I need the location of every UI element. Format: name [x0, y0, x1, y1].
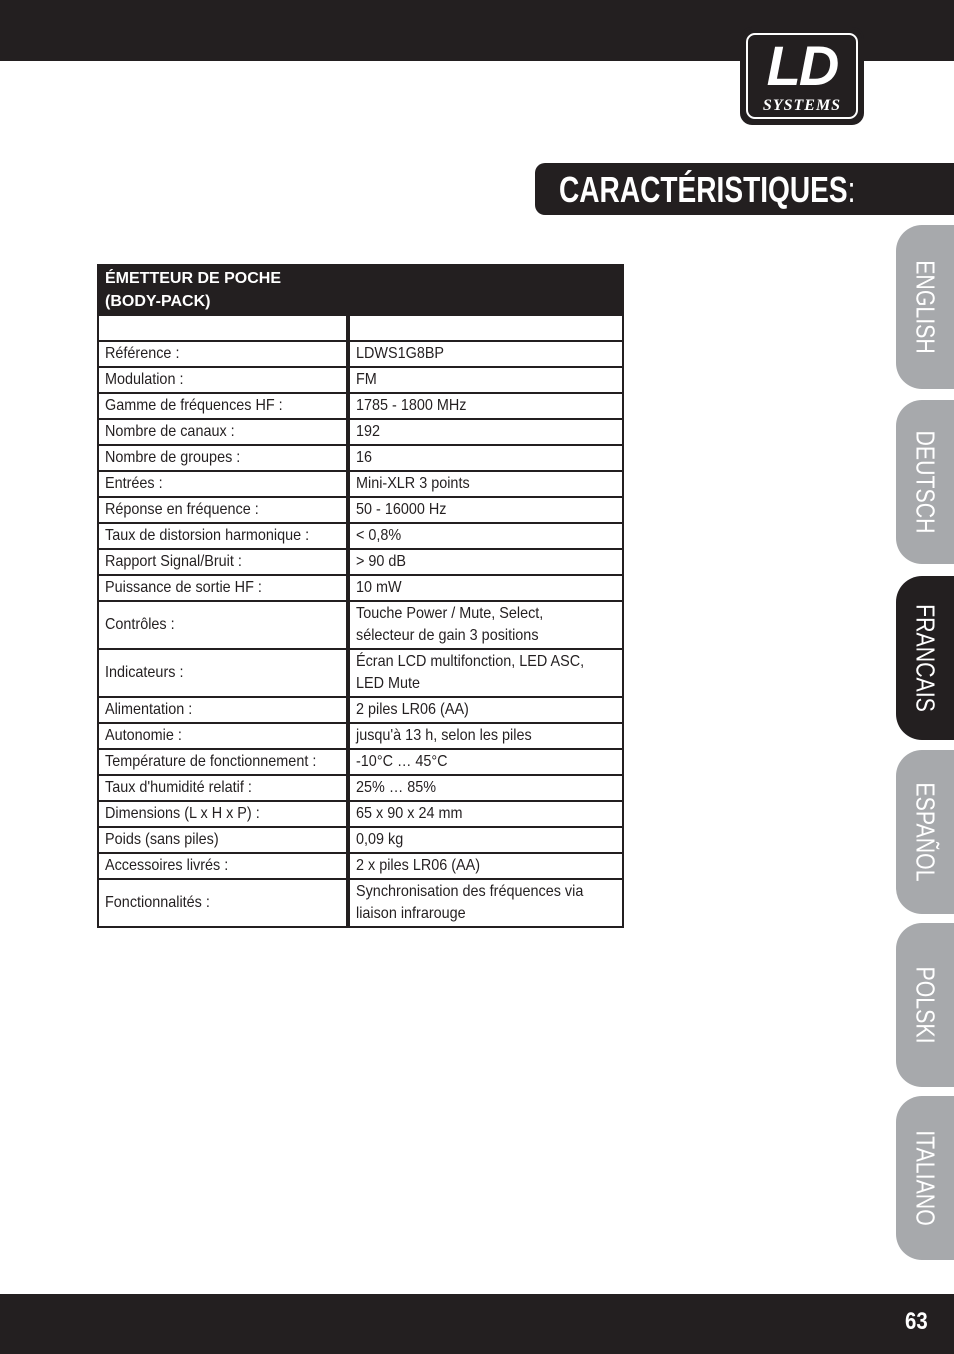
- spec-label: Contrôles :: [105, 616, 175, 633]
- spec-label-cell: [98, 497, 348, 523]
- spec-label-cell: [98, 549, 348, 575]
- ld-systems-logo: [740, 27, 864, 125]
- table-row: [98, 801, 623, 827]
- table-row: [98, 367, 623, 393]
- spec-value-cell: [348, 879, 623, 927]
- spec-label: Accessoires livrés :: [105, 857, 229, 874]
- spec-label-cell: [98, 723, 348, 749]
- tab-polski-label: POLSKI: [910, 966, 941, 1044]
- spec-label: Taux d'humidité relatif :: [105, 779, 252, 796]
- spec-value: 192: [355, 423, 380, 440]
- tab-espanol-label: ESPAÑOL: [910, 782, 941, 882]
- tab-italiano-label: ITALIANO: [910, 1130, 941, 1226]
- spec-label-cell: [98, 341, 348, 367]
- spec-value: FM: [355, 371, 377, 388]
- spec-value: 50 - 16000 Hz: [355, 501, 447, 518]
- spec-value: > 90 dB: [355, 553, 406, 570]
- spec-value-cell: [348, 445, 623, 471]
- spec-value: 16: [355, 449, 372, 466]
- spec-value: -10°C … 45°C: [355, 753, 448, 770]
- page-number: 63: [905, 1308, 928, 1335]
- table-row: [98, 853, 623, 879]
- tab-francais[interactable]: [896, 576, 954, 740]
- spec-value: Mini-XLR 3 points: [355, 475, 470, 492]
- spec-label: Entrées :: [105, 475, 163, 492]
- table-header-row: [98, 265, 623, 315]
- spec-value: Synchronisation des fréquences via liaison infrarouge: [355, 883, 584, 922]
- spec-table: [97, 264, 624, 928]
- spec-value: 10 mW: [355, 579, 402, 596]
- tab-english-label: ENGLISH: [910, 260, 941, 354]
- spec-label: Référence :: [105, 345, 180, 362]
- tab-polski[interactable]: [896, 923, 954, 1087]
- spec-value-cell: [348, 393, 623, 419]
- spec-value: 0,09 kg: [355, 831, 404, 848]
- spec-label-cell: [98, 801, 348, 827]
- spec-label-cell: [98, 697, 348, 723]
- spec-value-cell: [348, 853, 623, 879]
- spec-value-cell: [348, 723, 623, 749]
- spec-label-cell: [98, 393, 348, 419]
- logo-sub-text: SYSTEMS: [762, 97, 842, 114]
- table-row: [98, 649, 623, 697]
- spec-label: Modulation :: [105, 371, 184, 388]
- table-row: [98, 827, 623, 853]
- table-row: [98, 575, 623, 601]
- spec-label-cell: [98, 775, 348, 801]
- spec-value-cell: [348, 367, 623, 393]
- spec-label-cell: [98, 879, 348, 927]
- spec-label-cell: [98, 419, 348, 445]
- spec-label-cell: [98, 523, 348, 549]
- table-row: [98, 471, 623, 497]
- tab-deutsch[interactable]: [896, 400, 954, 564]
- spec-value: 1785 - 1800 MHz: [355, 397, 467, 414]
- table-empty-row: [98, 315, 623, 341]
- spec-label: Nombre de canaux :: [105, 423, 235, 440]
- table-row: [98, 523, 623, 549]
- spec-label-cell: [98, 853, 348, 879]
- logo-frame: [746, 33, 858, 119]
- page-title: [559, 169, 855, 211]
- table-row: [98, 601, 623, 649]
- spec-label: Indicateurs :: [105, 664, 184, 681]
- spec-label-cell: [98, 445, 348, 471]
- table-row: [98, 723, 623, 749]
- spec-value-cell: [348, 497, 623, 523]
- table-row: [98, 697, 623, 723]
- spec-label: Température de fonctionnement :: [105, 753, 317, 770]
- table-row: [98, 497, 623, 523]
- logo-main-text: LD: [766, 34, 838, 97]
- spec-label: Poids (sans piles): [105, 831, 219, 848]
- spec-label: Nombre de groupes :: [105, 449, 241, 466]
- spec-label: Autonomie :: [105, 727, 182, 744]
- table-row: [98, 549, 623, 575]
- table-header-cell: [98, 265, 623, 315]
- table-row: [98, 775, 623, 801]
- tab-deutsch-label: DEUTSCH: [910, 430, 941, 534]
- spec-value: 2 x piles LR06 (AA): [355, 857, 480, 874]
- spec-value: LDWS1G8BP: [355, 345, 444, 362]
- empty-label-cell: [98, 315, 348, 341]
- spec-value: 25% … 85%: [355, 779, 436, 796]
- spec-label: Dimensions (L x H x P) :: [105, 805, 260, 822]
- spec-value-cell: [348, 749, 623, 775]
- spec-value: < 0,8%: [355, 527, 402, 544]
- spec-value-cell: [348, 549, 623, 575]
- empty-value-cell: [348, 315, 623, 341]
- spec-label-cell: [98, 749, 348, 775]
- table-header-text: ÉMETTEUR DE POCHE (BODY-PACK): [105, 270, 282, 310]
- bottom-bar: [0, 1294, 954, 1354]
- spec-value-cell: [348, 575, 623, 601]
- title-banner: [535, 163, 954, 215]
- spec-value-cell: [348, 827, 623, 853]
- table-row: [98, 419, 623, 445]
- table-row: [98, 341, 623, 367]
- spec-value-cell: [348, 523, 623, 549]
- spec-label-cell: [98, 471, 348, 497]
- spec-value-cell: [348, 801, 623, 827]
- spec-value: Écran LCD multifonction, LED ASC, LED Mute: [355, 653, 584, 692]
- spec-label-cell: [98, 367, 348, 393]
- tab-english[interactable]: [896, 225, 954, 389]
- spec-label: Fonctionnalités :: [105, 894, 210, 911]
- spec-value: 2 piles LR06 (AA): [355, 701, 469, 718]
- spec-label: Réponse en fréquence :: [105, 501, 259, 518]
- table-row: [98, 393, 623, 419]
- spec-value-cell: [348, 341, 623, 367]
- spec-value-cell: [348, 649, 623, 697]
- page-title-colon: :: [847, 169, 856, 210]
- spec-value: jusqu'à 13 h, selon les piles: [355, 727, 532, 744]
- table-row: [98, 879, 623, 927]
- spec-label-cell: [98, 649, 348, 697]
- spec-value-cell: [348, 697, 623, 723]
- tab-italiano[interactable]: [896, 1096, 954, 1260]
- spec-value-cell: [348, 601, 623, 649]
- spec-label: Puissance de sortie HF :: [105, 579, 262, 596]
- spec-value-cell: [348, 419, 623, 445]
- spec-label-cell: [98, 601, 348, 649]
- spec-value: Touche Power / Mute, Select, sélecteur de gain 3 positions: [355, 605, 544, 644]
- tab-francais-label: FRANCAIS: [910, 604, 941, 712]
- spec-label: Gamme de fréquences HF :: [105, 397, 283, 414]
- spec-label: Rapport Signal/Bruit :: [105, 553, 242, 570]
- table-row: [98, 749, 623, 775]
- table-row: [98, 445, 623, 471]
- tab-espanol[interactable]: [896, 750, 954, 914]
- page-title-text: CARACTÉRISTIQUES: [559, 169, 848, 210]
- spec-label-cell: [98, 575, 348, 601]
- spec-label: Alimentation :: [105, 701, 193, 718]
- spec-label: Taux de distorsion harmonique :: [105, 527, 310, 544]
- spec-value: 65 x 90 x 24 mm: [355, 805, 463, 822]
- spec-label-cell: [98, 827, 348, 853]
- spec-value-cell: [348, 471, 623, 497]
- spec-value-cell: [348, 775, 623, 801]
